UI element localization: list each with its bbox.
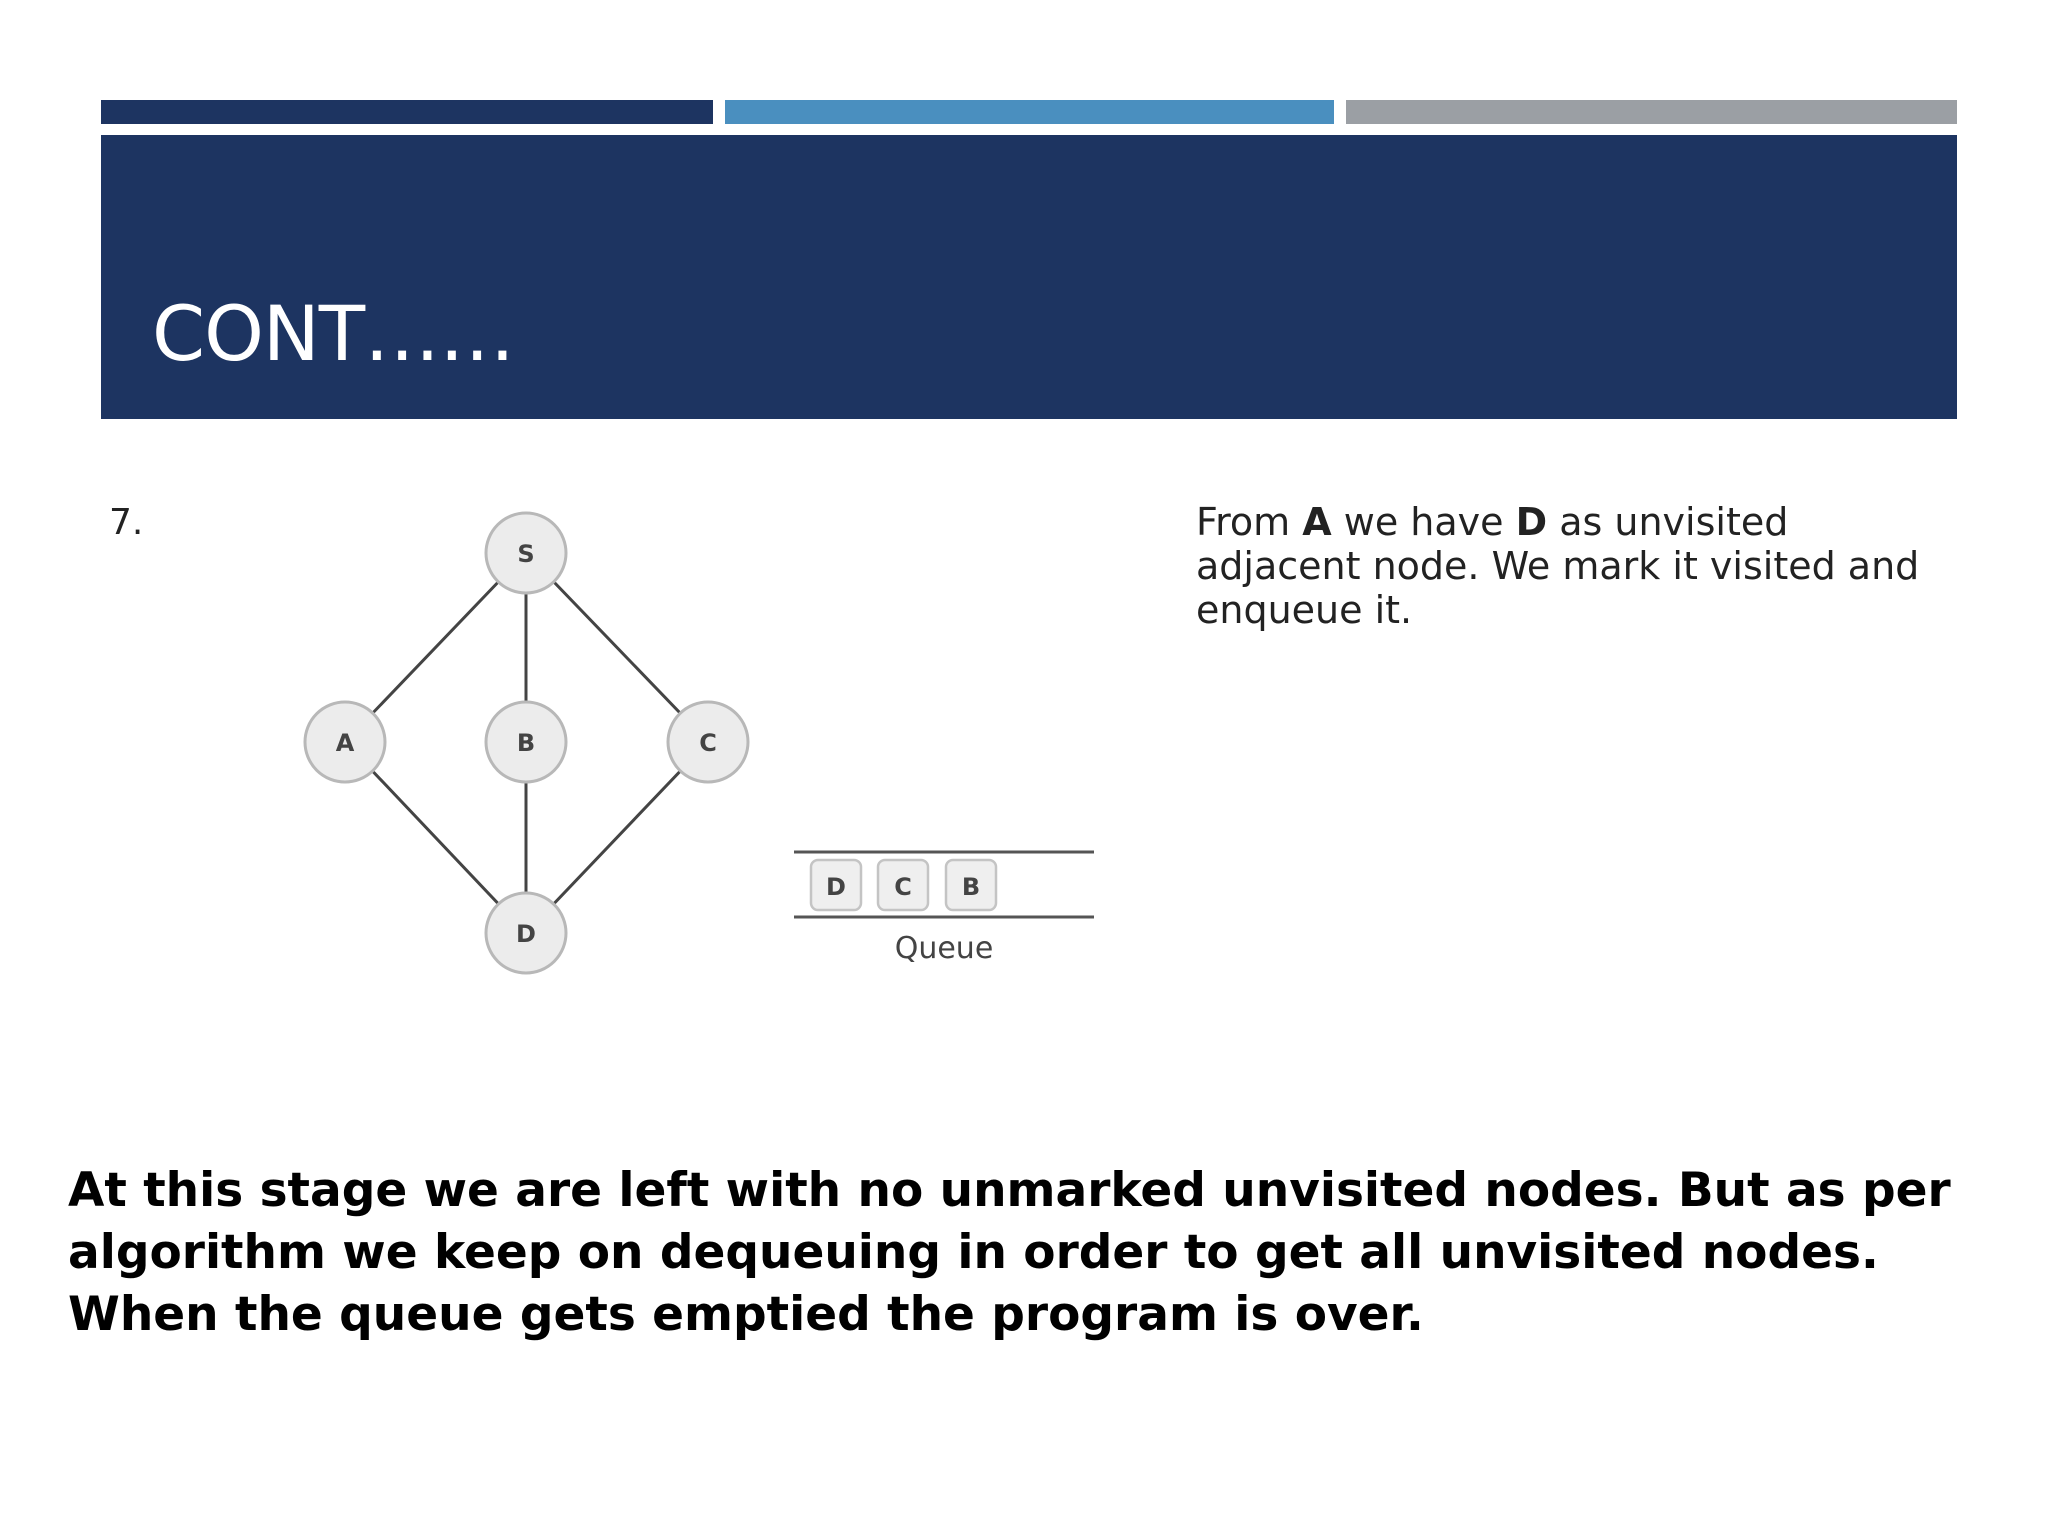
slide-title: CONT…… bbox=[152, 289, 515, 378]
node-label: C bbox=[699, 729, 717, 757]
node-label: A bbox=[335, 729, 355, 757]
step-number: 7. bbox=[109, 502, 144, 543]
summary-line-1: At this stage we are left with no unmarked unvisited nodes. But as per bbox=[68, 1163, 1951, 1218]
desc-text: From bbox=[1196, 500, 1303, 544]
desc-node-d: D bbox=[1515, 500, 1548, 544]
summary-text bbox=[68, 1160, 1968, 1346]
graph-node-a bbox=[305, 702, 385, 782]
queue-label: Queue bbox=[894, 931, 994, 966]
desc-node-a: A bbox=[1302, 500, 1332, 544]
graph-node-s bbox=[486, 513, 566, 593]
desc-text: as unvisited adjacent node. We mark it visited and enqueue it. bbox=[1196, 500, 1920, 632]
step-description bbox=[1196, 500, 1956, 632]
queue-cell-label: D bbox=[826, 873, 846, 901]
desc-text: we have bbox=[1331, 500, 1516, 544]
graph-node-d bbox=[486, 893, 566, 973]
summary-line-3: When the queue gets emptied the program is over. bbox=[68, 1287, 1424, 1342]
summary-line-2: algorithm we keep on dequeuing in order to get all unvisited nodes. bbox=[68, 1225, 1879, 1280]
node-label: D bbox=[516, 920, 536, 948]
node-label: B bbox=[516, 729, 536, 757]
node-label: S bbox=[517, 540, 535, 568]
graph-node-c bbox=[668, 702, 748, 782]
graph-node-b bbox=[486, 702, 566, 782]
queue bbox=[794, 852, 1094, 966]
queue-cell-label: C bbox=[894, 873, 912, 901]
queue-cell-label: B bbox=[961, 873, 981, 901]
